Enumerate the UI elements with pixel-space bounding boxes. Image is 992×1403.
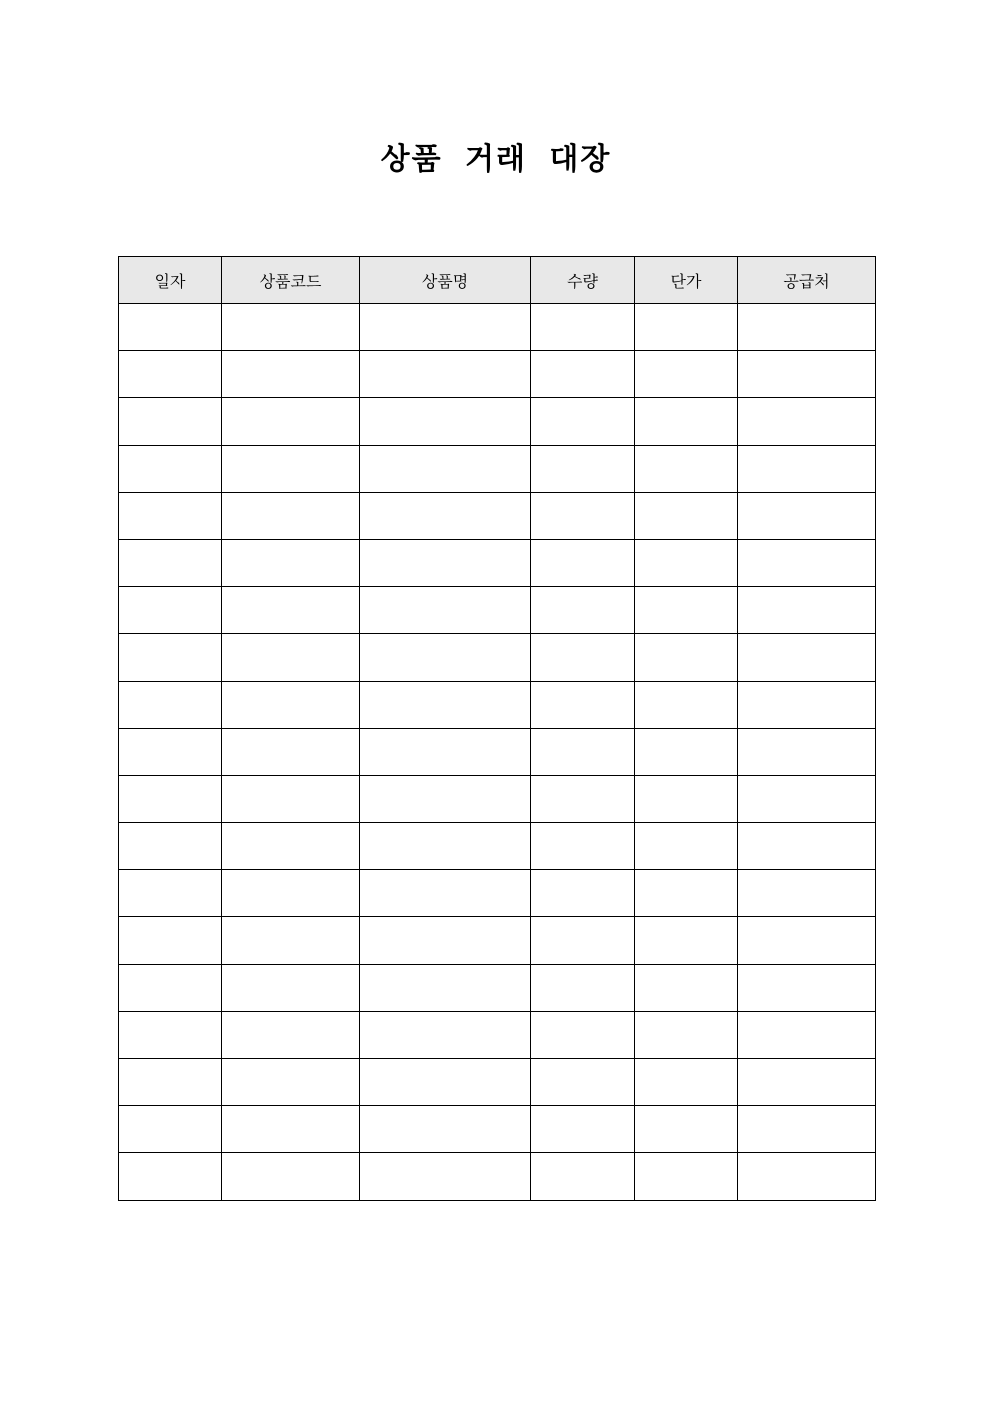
product-code-cell[interactable] bbox=[222, 681, 360, 728]
product-name-cell[interactable] bbox=[360, 587, 531, 634]
supplier-cell[interactable] bbox=[738, 1011, 876, 1058]
page-title: 상품 거래 대장 bbox=[380, 142, 612, 177]
table-row bbox=[119, 823, 876, 870]
column-header-supplier: 공급처 bbox=[738, 257, 876, 304]
unit-price-cell[interactable] bbox=[635, 681, 738, 728]
product-code-cell[interactable] bbox=[222, 351, 360, 398]
column-header-product-name: 상품명 bbox=[360, 257, 531, 304]
unit-price-cell[interactable] bbox=[635, 964, 738, 1011]
quantity-cell[interactable] bbox=[531, 539, 635, 586]
supplier-cell[interactable] bbox=[738, 351, 876, 398]
product-name-cell[interactable] bbox=[360, 1153, 531, 1200]
supplier-cell[interactable] bbox=[738, 823, 876, 870]
supplier-cell[interactable] bbox=[738, 634, 876, 681]
table-row bbox=[119, 681, 876, 728]
table-row bbox=[119, 917, 876, 964]
date-cell[interactable] bbox=[119, 587, 222, 634]
quantity-cell[interactable] bbox=[531, 587, 635, 634]
product-code-cell[interactable] bbox=[222, 1106, 360, 1153]
supplier-cell[interactable] bbox=[738, 870, 876, 917]
quantity-cell[interactable] bbox=[531, 492, 635, 539]
date-cell[interactable] bbox=[119, 728, 222, 775]
supplier-cell[interactable] bbox=[738, 1106, 876, 1153]
date-cell[interactable] bbox=[119, 1059, 222, 1106]
column-header-unit-price: 단가 bbox=[635, 257, 738, 304]
unit-price-cell[interactable] bbox=[635, 1153, 738, 1200]
column-header-quantity: 수량 bbox=[531, 257, 635, 304]
product-name-cell[interactable] bbox=[360, 1059, 531, 1106]
product-code-cell[interactable] bbox=[222, 539, 360, 586]
table-row bbox=[119, 870, 876, 917]
supplier-cell[interactable] bbox=[738, 445, 876, 492]
unit-price-cell[interactable] bbox=[635, 728, 738, 775]
header-row bbox=[119, 257, 876, 304]
table-row bbox=[119, 398, 876, 445]
date-cell[interactable] bbox=[119, 1106, 222, 1153]
date-cell[interactable] bbox=[119, 398, 222, 445]
product-name-cell[interactable] bbox=[360, 539, 531, 586]
unit-price-cell[interactable] bbox=[635, 539, 738, 586]
product-name-cell[interactable] bbox=[360, 398, 531, 445]
date-cell[interactable] bbox=[119, 870, 222, 917]
quantity-cell[interactable] bbox=[531, 775, 635, 822]
supplier-cell[interactable] bbox=[738, 917, 876, 964]
unit-price-cell[interactable] bbox=[635, 492, 738, 539]
unit-price-cell[interactable] bbox=[635, 351, 738, 398]
unit-price-cell[interactable] bbox=[635, 775, 738, 822]
column-header-product-code: 상품코드 bbox=[222, 257, 360, 304]
quantity-cell[interactable] bbox=[531, 1153, 635, 1200]
product-code-cell[interactable] bbox=[222, 870, 360, 917]
supplier-cell[interactable] bbox=[738, 304, 876, 351]
product-name-cell[interactable] bbox=[360, 870, 531, 917]
table-row bbox=[119, 351, 876, 398]
date-cell[interactable] bbox=[119, 964, 222, 1011]
unit-price-cell[interactable] bbox=[635, 823, 738, 870]
column-header-date: 일자 bbox=[119, 257, 222, 304]
unit-price-cell[interactable] bbox=[635, 445, 738, 492]
unit-price-cell[interactable] bbox=[635, 304, 738, 351]
supplier-cell[interactable] bbox=[738, 1059, 876, 1106]
table-row bbox=[119, 728, 876, 775]
product-code-cell[interactable] bbox=[222, 634, 360, 681]
table-row bbox=[119, 539, 876, 586]
product-code-cell[interactable] bbox=[222, 304, 360, 351]
quantity-cell[interactable] bbox=[531, 398, 635, 445]
product-code-cell[interactable] bbox=[222, 728, 360, 775]
table-row bbox=[119, 775, 876, 822]
date-cell[interactable] bbox=[119, 351, 222, 398]
table-row bbox=[119, 304, 876, 351]
table-row bbox=[119, 445, 876, 492]
date-cell[interactable] bbox=[119, 917, 222, 964]
table-row bbox=[119, 1153, 876, 1200]
table-row bbox=[119, 492, 876, 539]
quantity-cell[interactable] bbox=[531, 964, 635, 1011]
quantity-cell[interactable] bbox=[531, 823, 635, 870]
supplier-cell[interactable] bbox=[738, 492, 876, 539]
product-name-cell[interactable] bbox=[360, 823, 531, 870]
date-cell[interactable] bbox=[119, 304, 222, 351]
date-cell[interactable] bbox=[119, 1153, 222, 1200]
date-cell[interactable] bbox=[119, 681, 222, 728]
date-cell[interactable] bbox=[119, 445, 222, 492]
product-code-cell[interactable] bbox=[222, 1011, 360, 1058]
unit-price-cell[interactable] bbox=[635, 870, 738, 917]
product-code-cell[interactable] bbox=[222, 492, 360, 539]
table-row bbox=[119, 1059, 876, 1106]
quantity-cell[interactable] bbox=[531, 304, 635, 351]
supplier-cell[interactable] bbox=[738, 775, 876, 822]
date-cell[interactable] bbox=[119, 1011, 222, 1058]
date-cell[interactable] bbox=[119, 634, 222, 681]
supplier-cell[interactable] bbox=[738, 964, 876, 1011]
quantity-cell[interactable] bbox=[531, 351, 635, 398]
product-name-cell[interactable] bbox=[360, 917, 531, 964]
unit-price-cell[interactable] bbox=[635, 917, 738, 964]
product-name-cell[interactable] bbox=[360, 728, 531, 775]
product-code-cell[interactable] bbox=[222, 823, 360, 870]
table-row bbox=[119, 1011, 876, 1058]
transaction-ledger-table bbox=[118, 256, 876, 1201]
supplier-cell[interactable] bbox=[738, 728, 876, 775]
quantity-cell[interactable] bbox=[531, 445, 635, 492]
product-name-cell[interactable] bbox=[360, 304, 531, 351]
supplier-cell[interactable] bbox=[738, 539, 876, 586]
quantity-cell[interactable] bbox=[531, 1059, 635, 1106]
date-cell[interactable] bbox=[119, 539, 222, 586]
quantity-cell[interactable] bbox=[531, 1106, 635, 1153]
product-name-cell[interactable] bbox=[360, 445, 531, 492]
product-code-cell[interactable] bbox=[222, 445, 360, 492]
unit-price-cell[interactable] bbox=[635, 1106, 738, 1153]
product-name-cell[interactable] bbox=[360, 775, 531, 822]
table-row bbox=[119, 1106, 876, 1153]
product-name-cell[interactable] bbox=[360, 1106, 531, 1153]
supplier-cell[interactable] bbox=[738, 398, 876, 445]
supplier-cell[interactable] bbox=[738, 1153, 876, 1200]
quantity-cell[interactable] bbox=[531, 681, 635, 728]
table-row bbox=[119, 634, 876, 681]
product-name-cell[interactable] bbox=[360, 351, 531, 398]
product-code-cell[interactable] bbox=[222, 1059, 360, 1106]
quantity-cell[interactable] bbox=[531, 1011, 635, 1058]
product-code-cell[interactable] bbox=[222, 587, 360, 634]
product-name-cell[interactable] bbox=[360, 634, 531, 681]
unit-price-cell[interactable] bbox=[635, 1059, 738, 1106]
quantity-cell[interactable] bbox=[531, 917, 635, 964]
table-row bbox=[119, 587, 876, 634]
quantity-cell[interactable] bbox=[531, 634, 635, 681]
unit-price-cell[interactable] bbox=[635, 587, 738, 634]
ledger-body bbox=[119, 304, 876, 1201]
unit-price-cell[interactable] bbox=[635, 1011, 738, 1058]
product-code-cell[interactable] bbox=[222, 398, 360, 445]
product-code-cell[interactable] bbox=[222, 964, 360, 1011]
quantity-cell[interactable] bbox=[531, 870, 635, 917]
product-name-cell[interactable] bbox=[360, 492, 531, 539]
date-cell[interactable] bbox=[119, 492, 222, 539]
table-row bbox=[119, 964, 876, 1011]
product-name-cell[interactable] bbox=[360, 964, 531, 1011]
unit-price-cell[interactable] bbox=[635, 398, 738, 445]
unit-price-cell[interactable] bbox=[635, 634, 738, 681]
product-name-cell[interactable] bbox=[360, 1011, 531, 1058]
quantity-cell[interactable] bbox=[531, 728, 635, 775]
product-code-cell[interactable] bbox=[222, 775, 360, 822]
product-code-cell[interactable] bbox=[222, 917, 360, 964]
supplier-cell[interactable] bbox=[738, 587, 876, 634]
supplier-cell[interactable] bbox=[738, 681, 876, 728]
date-cell[interactable] bbox=[119, 775, 222, 822]
product-name-cell[interactable] bbox=[360, 681, 531, 728]
date-cell[interactable] bbox=[119, 823, 222, 870]
product-code-cell[interactable] bbox=[222, 1153, 360, 1200]
